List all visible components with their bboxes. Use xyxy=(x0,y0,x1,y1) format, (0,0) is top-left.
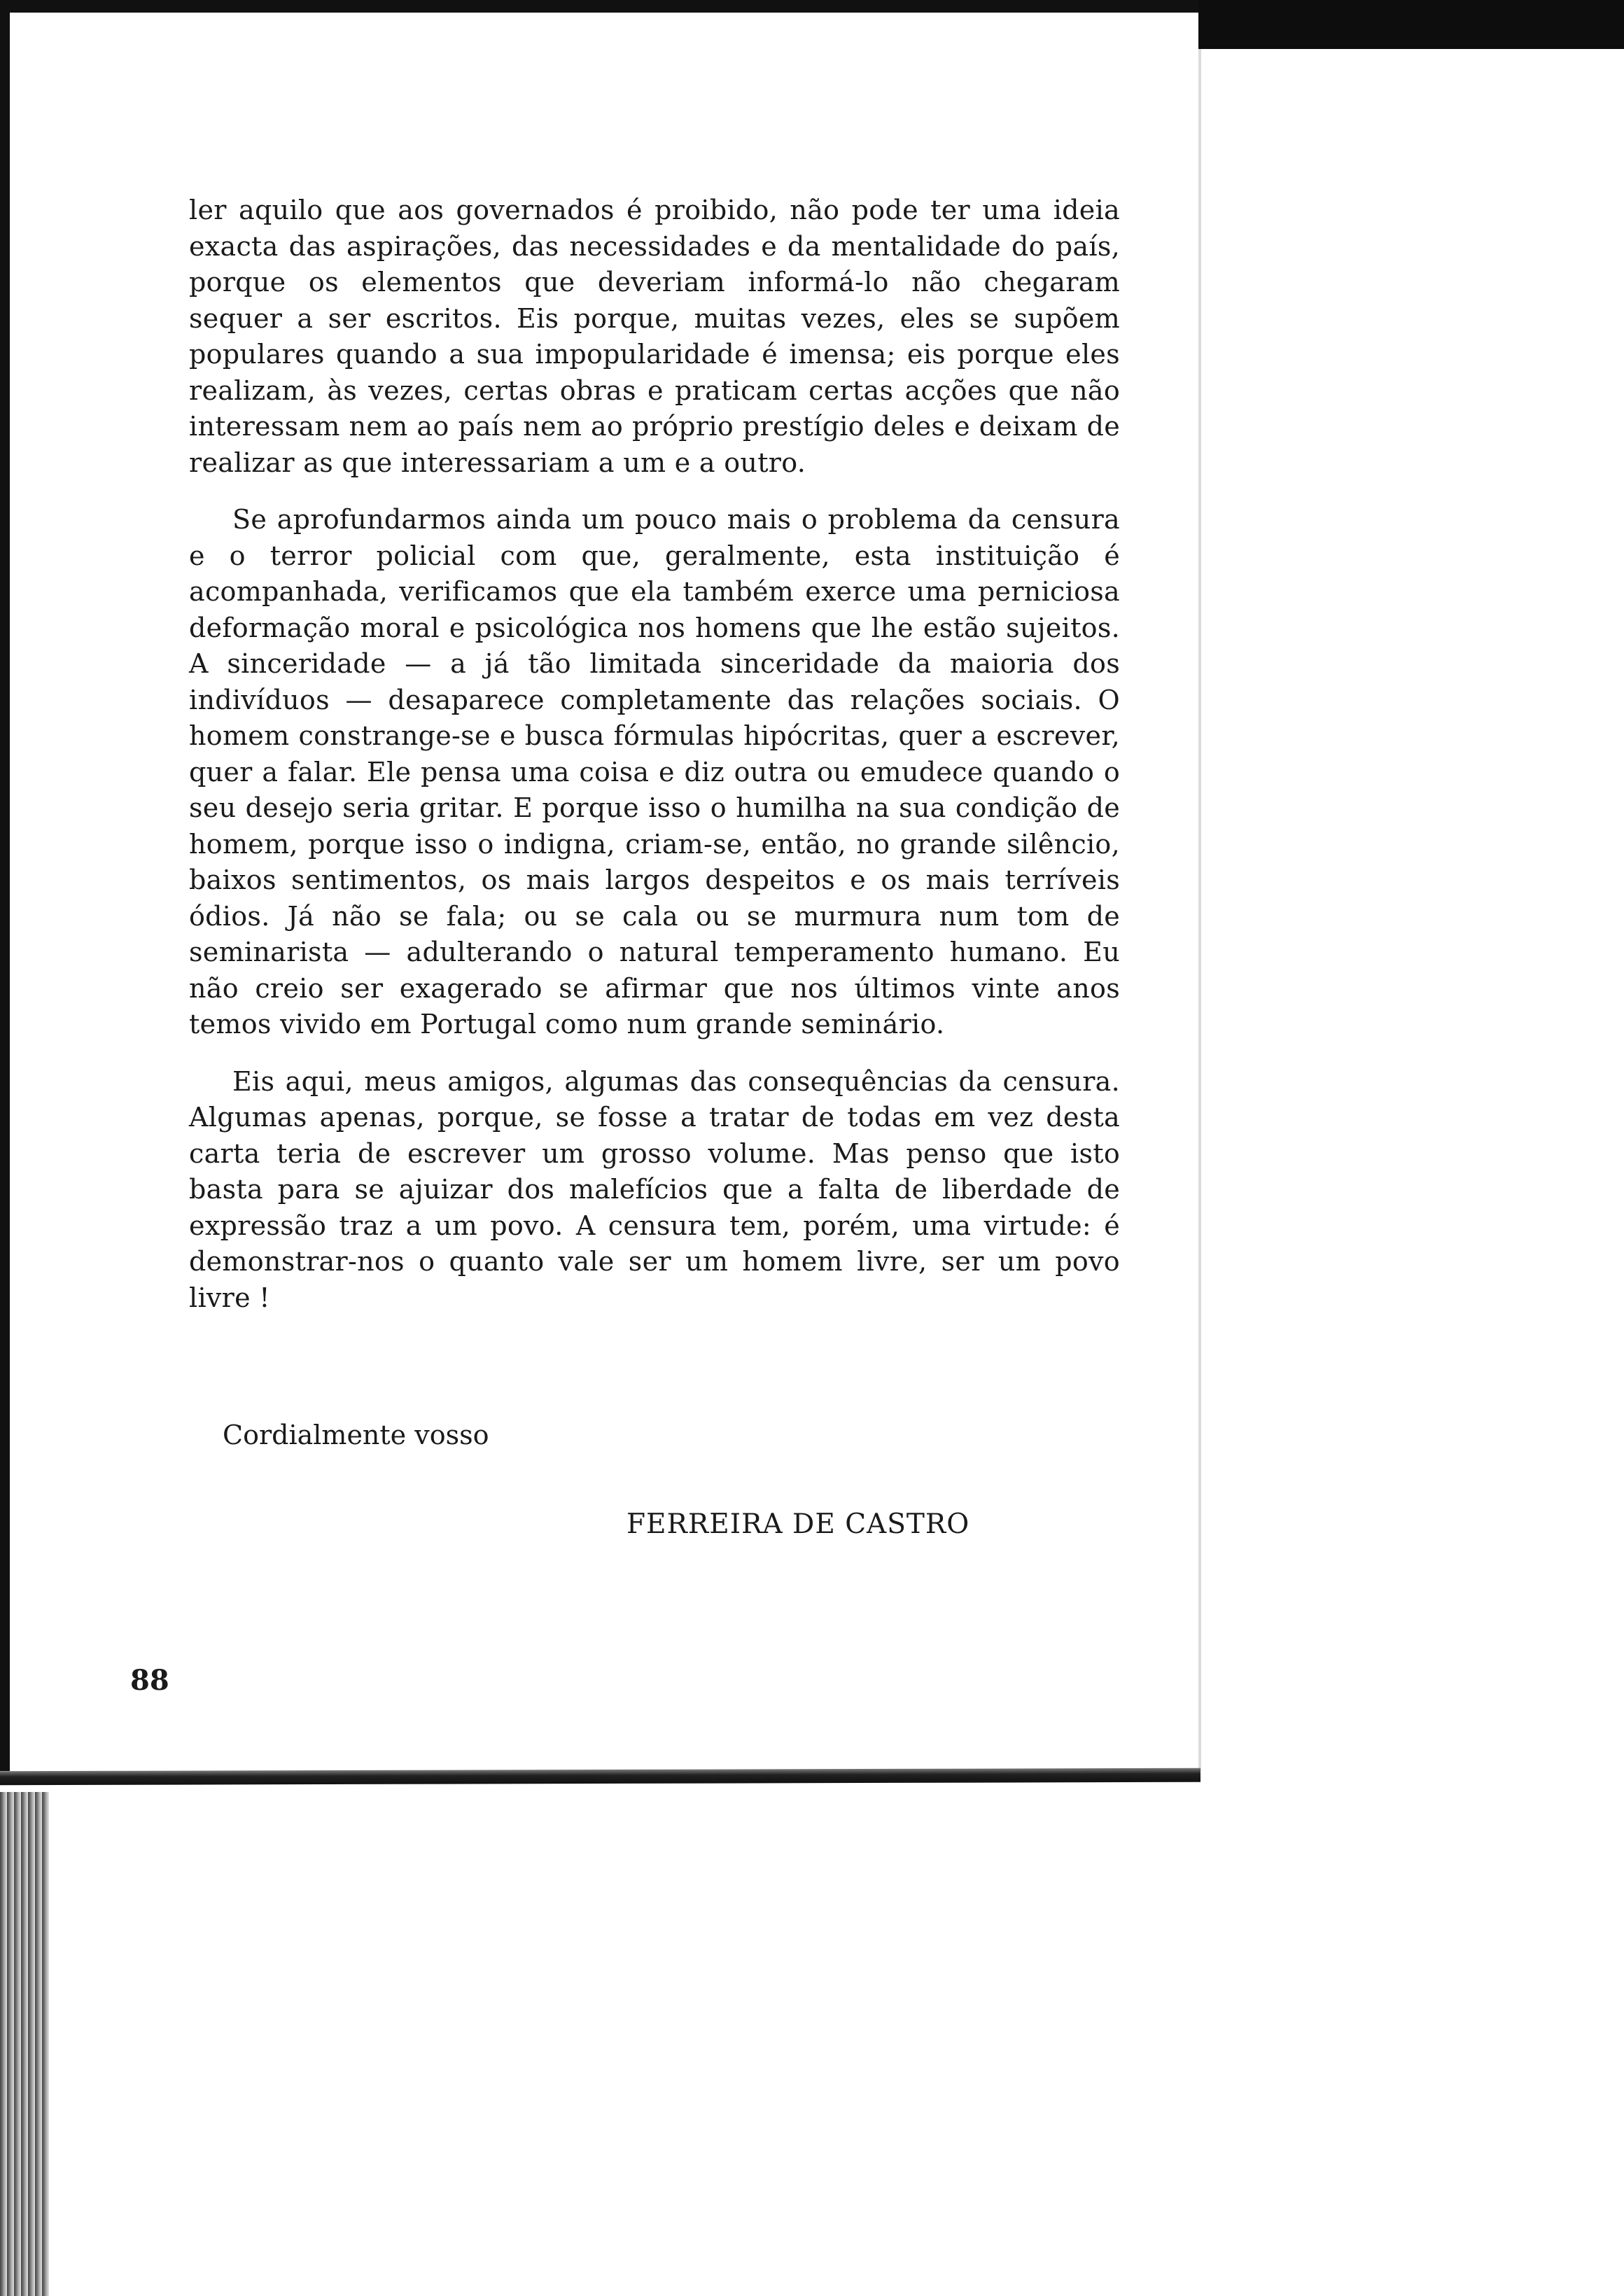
author-signature: FERREIRA DE CASTRO xyxy=(626,1508,970,1540)
paragraph-3: Eis aqui, meus amigos, algumas das consequências da censura. Algumas apenas, porque, se fosse a tratar de todas em vez desta carta teria de escrever um grosso volume. Mas penso que isto basta para se ajuizar dos malefícios que a falta de liberdade de expressão traz a um povo. A censura tem, porém, uma virtude: é demonstrar-nos o quanto vale ser um homem livre, ser um povo livre ! xyxy=(189,1065,1120,1313)
closing-salutation: Cordialmente vosso xyxy=(223,1420,489,1450)
page-right-edge xyxy=(1198,49,1201,1771)
scan-right-shadow xyxy=(1198,0,1624,49)
page-number: 88 xyxy=(130,1664,169,1697)
paragraph-1: ler aquilo que aos governados é proibido, não pode ter uma ideia exacta das aspirações, das necessidades e da mentalidade do país, porque os elementos que deveriam informá-lo não chegaram sequer a ser escritos. Eis porque, muitas vezes, eles se supõem populares quando a sua impopularidade é imensa; eis porque eles realizam, às vezes, certas obras e praticam certas acções que não interessam nem ao país nem ao próprio prestígio deles e deixam de realizar as que interessariam a um e a outro. xyxy=(189,195,1120,478)
scan-bottom-area xyxy=(0,1771,1624,2296)
paragraph-2: Se aprofundarmos ainda um pouco mais o problema da censura e o terror policial com que, geralmente, esta instituição é acompanhada, verificamos que ela também exerce uma perniciosa deformação moral e psicológica nos homens que lhe estão sujeitos. A sinceridade — a já tão limitada sinceridade da maioria dos indivíduos — desaparece completamente das relações sociais. O homem constrange-se e busca fórmulas hipócritas, quer a escrever, quer a falar. Ele pensa uma coisa e diz outra ou emudece quando o seu desejo seria gritar. E porque isso o humilha na sua condição de homem, porque isso o indigna, criam-se, então, no grande silêncio, baixos sentimentos, os mais largos despeitos e os mais terríveis ódios. Já não se fala; ou se cala ou se murmura num tom de seminarista — adulterando o natural temperamento humano. Eu não creio ser exagerado se afirmar que nos últimos vinte anos temos vivido em Portugal como num grande seminário. xyxy=(189,504,1120,1040)
book-spine-shadow xyxy=(0,1792,49,2296)
body-text xyxy=(189,192,1120,1316)
